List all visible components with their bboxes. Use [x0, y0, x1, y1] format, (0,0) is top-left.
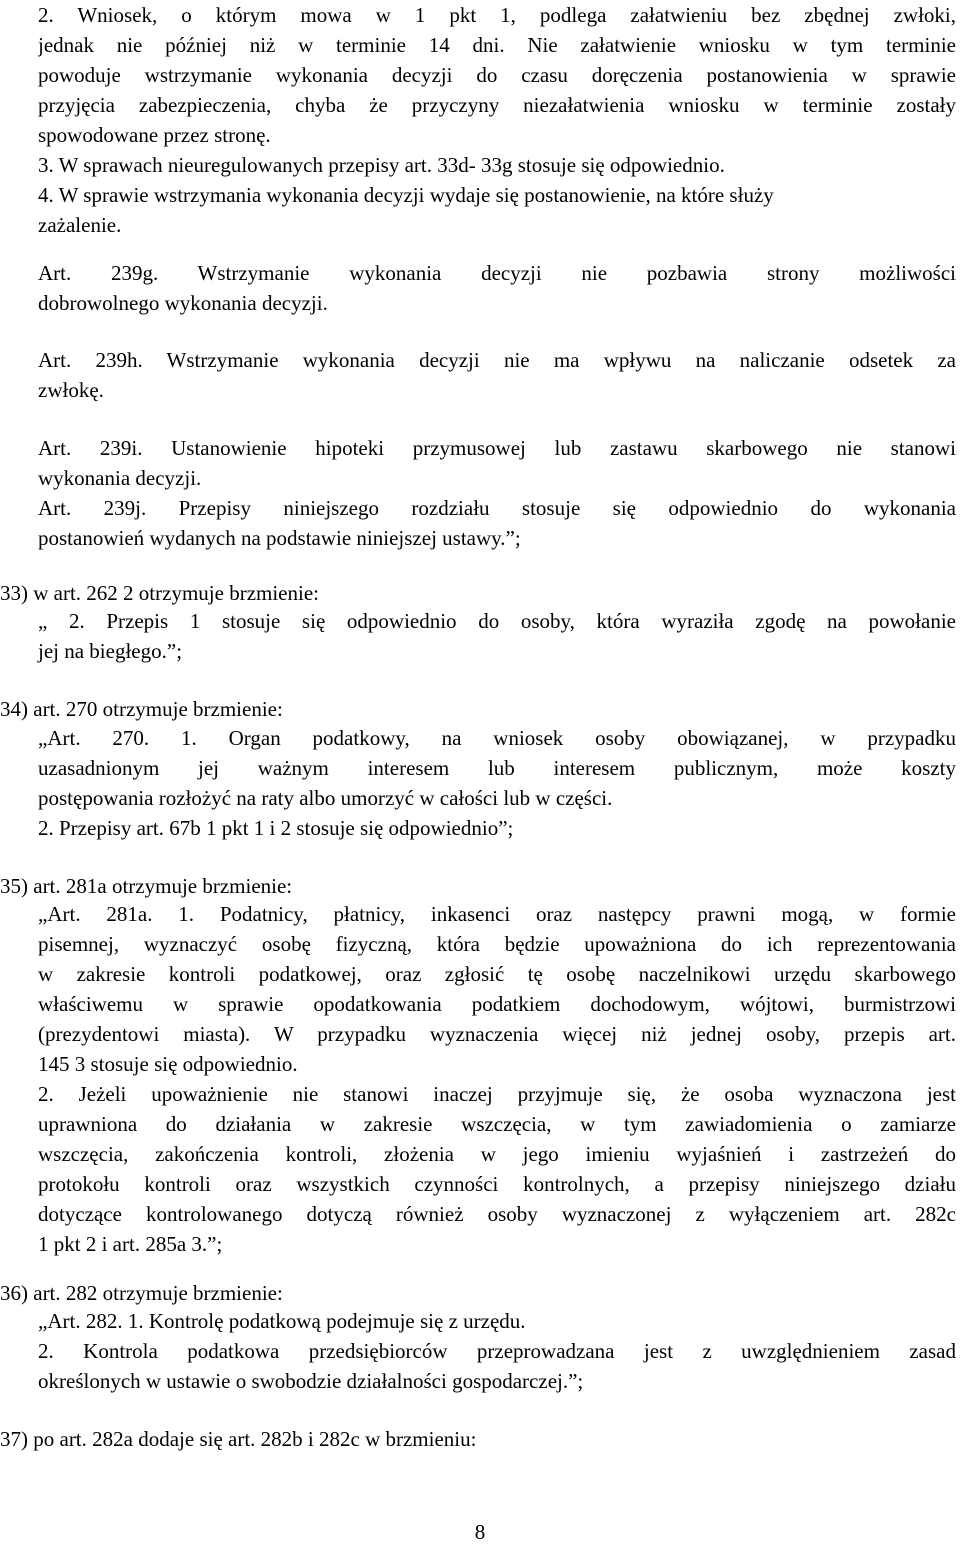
item-34-text — [38, 723, 956, 843]
text-line: właściwemu w sprawie opodatkowania podatkiem dochodowym, wójtowi, burmistrzowi — [38, 992, 956, 1016]
text-line: powoduje wstrzymanie wykonania decyzji do czasu doręczenia postanowienia w sprawie — [38, 63, 956, 87]
text-line: 2. Jeżeli upoważnienie nie stanowi inaczej przyjmuje się, że osoba wyznaczona jest — [38, 1082, 956, 1106]
item-33-heading: 33) w art. 262 2 otrzymuje brzmienie: — [0, 581, 319, 605]
text-line: dobrowolnego wykonania decyzji. — [38, 291, 328, 315]
text-line: Art. 239g. Wstrzymanie wykonania decyzji nie pozbawia strony możliwości — [38, 261, 956, 285]
text-line: protokołu kontroli oraz wszystkich czynności kontrolnych, a przepisy niniejszego działu — [38, 1172, 956, 1196]
text-line: wykonania decyzji. — [38, 466, 202, 490]
text-line: 2. Przepisy art. 67b 1 pkt 1 i 2 stosuje się odpowiednio”; — [38, 816, 514, 840]
text-line: „Art. 282. 1. Kontrolę podatkową podejmuje się z urzędu. — [38, 1309, 526, 1333]
article-239i-239j — [38, 433, 956, 553]
article-239g — [38, 258, 956, 318]
text-line: „ 2. Przepis 1 stosuje się odpowiednio do osoby, która wyraziła zgodę na powołanie — [38, 609, 956, 633]
text-line: postanowień wydanych na podstawie niniejszej ustawy.”; — [38, 526, 521, 550]
text-line: 1 pkt 2 i art. 285a 3.”; — [38, 1232, 223, 1256]
text-line: Art. 239j. Przepisy niniejszego rozdziału stosuje się odpowiednio do wykonania — [38, 496, 956, 520]
text-line: postępowania rozłożyć na raty albo umorzyć w całości lub w części. — [38, 786, 613, 810]
text-line: 145 3 stosuje się odpowiednio. — [38, 1052, 298, 1076]
text-line: w zakresie kontroli podatkowej, oraz zgłosić tę osobę naczelnikowi urzędu skarbowego — [38, 962, 956, 986]
text-line: 2. Kontrola podatkowa przedsiębiorców przeprowadzana jest z uwzględnieniem zasad — [38, 1339, 956, 1363]
text-line: (prezydentowi miasta). W przypadku wyznaczenia więcej niż jednej osoby, przepis art. — [38, 1022, 956, 1046]
text-line: 4. W sprawie wstrzymania wykonania decyzji wydaje się postanowienie, na które służy — [38, 183, 774, 207]
text-line: przyjęcia zabezpieczenia, chyba że przyczyny niezałatwienia wniosku w terminie zostały — [38, 93, 956, 117]
text-line: jednak nie później niż w terminie 14 dni. Nie załatwienie wniosku w tym terminie — [38, 33, 956, 57]
item-34-heading: 34) art. 270 otrzymuje brzmienie: — [0, 697, 283, 721]
article-continuation — [38, 0, 956, 240]
text-line: określonych w ustawie o swobodzie działalności gospodarczej.”; — [38, 1369, 584, 1393]
text-line: Art. 239h. Wstrzymanie wykonania decyzji nie ma wpływu na naliczanie odsetek za — [38, 348, 956, 372]
text-line: uprawniona do działania w zakresie wszczęcia, w tym zawiadomienia o zamiarze — [38, 1112, 956, 1136]
text-line: jej na biegłego.”; — [38, 639, 183, 663]
text-line: spowodowane przez stronę. — [38, 123, 271, 147]
item-37-heading: 37) po art. 282a dodaje się art. 282b i 282c w brzmieniu: — [0, 1427, 477, 1451]
item-33-text — [38, 606, 956, 666]
text-line: Art. 239i. Ustanowienie hipoteki przymusowej lub zastawu skarbowego nie stanowi — [38, 436, 956, 460]
item-35-heading: 35) art. 281a otrzymuje brzmienie: — [0, 874, 293, 898]
text-line: „Art. 281a. 1. Podatnicy, płatnicy, inkasenci oraz następcy prawni mogą, w formie — [38, 902, 956, 926]
text-line: dotyczące kontrolowanego dotyczą również osoby wyznaczonej z wyłączeniem art. 282c — [38, 1202, 956, 1226]
text-line: 2. Wniosek, o którym mowa w 1 pkt 1, podlega załatwieniu bez zbędnej zwłoki, — [38, 3, 956, 27]
text-line: pisemnej, wyznaczyć osobę fizyczną, która będzie upoważniona do ich reprezentowania — [38, 932, 956, 956]
item-36-text — [38, 1306, 956, 1396]
text-line: wszczęcia, zakończenia kontroli, złożenia w jego imieniu wyjaśnień i zastrzeżeń do — [38, 1142, 956, 1166]
article-239h — [38, 345, 956, 405]
text-line: 3. W sprawach nieuregulowanych przepisy art. 33d- 33g stosuje się odpowiednio. — [38, 153, 725, 177]
text-line: „Art. 270. 1. Organ podatkowy, na wniosek osoby obowiązanej, w przypadku — [38, 726, 956, 750]
item-36-heading: 36) art. 282 otrzymuje brzmienie: — [0, 1281, 283, 1305]
page-number: 8 — [474, 1520, 486, 1544]
text-line: zwłokę. — [38, 378, 104, 402]
text-line: zażalenie. — [38, 213, 122, 237]
text-line: uzasadnionym jej ważnym interesem lub interesem publicznym, może koszty — [38, 756, 956, 780]
item-35-text — [38, 899, 956, 1259]
